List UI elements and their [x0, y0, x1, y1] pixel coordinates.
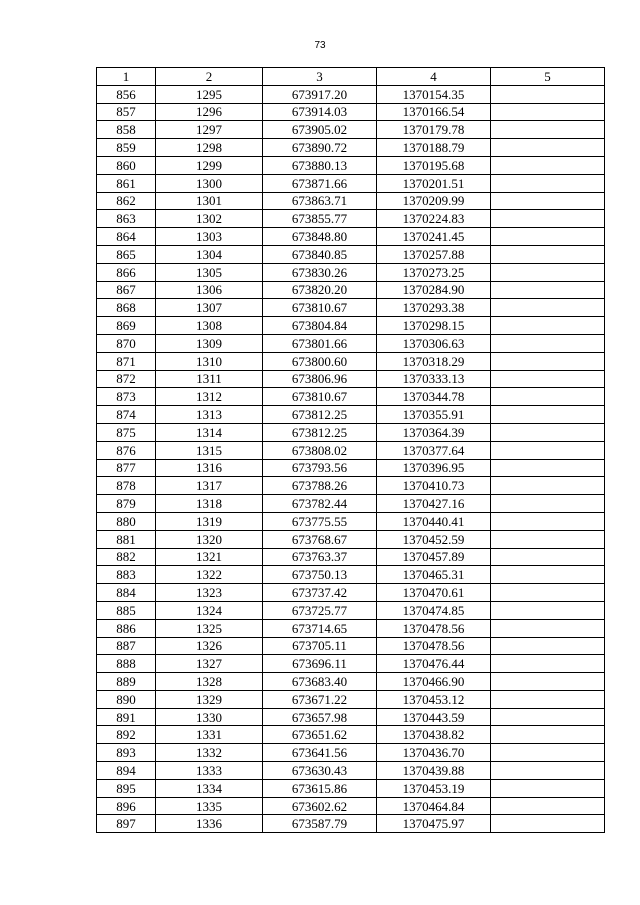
table-cell-col-1: 868 [97, 299, 156, 317]
table-row [97, 637, 605, 655]
table-cell-col-1: 880 [97, 512, 156, 530]
table-row [97, 548, 605, 566]
table-cell-col-3: 673806.96 [263, 370, 377, 388]
table-cell-col-5 [491, 423, 605, 441]
table-cell-col-4: 1370364.39 [377, 423, 491, 441]
table-cell-col-5 [491, 566, 605, 584]
table-cell-col-1: 889 [97, 673, 156, 691]
table-cell-col-1: 864 [97, 228, 156, 246]
table-cell-col-2: 1333 [156, 762, 263, 780]
table-cell-col-3: 673840.85 [263, 245, 377, 263]
table-row [97, 156, 605, 174]
table-cell-col-1: 878 [97, 477, 156, 495]
table-cell-col-5 [491, 299, 605, 317]
table-row [97, 477, 605, 495]
table-cell-col-4: 1370333.13 [377, 370, 491, 388]
table-cell-col-1: 872 [97, 370, 156, 388]
column-header-1: 1 [97, 68, 156, 86]
table-cell-col-5 [491, 210, 605, 228]
table-cell-col-3: 673641.56 [263, 744, 377, 762]
table-row [97, 601, 605, 619]
table-cell-col-2: 1321 [156, 548, 263, 566]
table-cell-col-3: 673705.11 [263, 637, 377, 655]
table-cell-col-4: 1370355.91 [377, 406, 491, 424]
table-cell-col-4: 1370466.90 [377, 673, 491, 691]
table-row [97, 299, 605, 317]
table-cell-col-4: 1370476.44 [377, 655, 491, 673]
table-row [97, 815, 605, 833]
table-cell-col-5 [491, 512, 605, 530]
table-cell-col-1: 876 [97, 441, 156, 459]
table-cell-col-2: 1310 [156, 352, 263, 370]
table-cell-col-5 [491, 317, 605, 335]
table-cell-col-2: 1316 [156, 459, 263, 477]
table-cell-col-5 [491, 406, 605, 424]
table-cell-col-5 [491, 139, 605, 157]
table-cell-col-1: 870 [97, 334, 156, 352]
table-cell-col-2: 1315 [156, 441, 263, 459]
table-cell-col-2: 1318 [156, 495, 263, 513]
table-cell-col-5 [491, 281, 605, 299]
table-row [97, 334, 605, 352]
table-cell-col-5 [491, 637, 605, 655]
table-cell-col-5 [491, 673, 605, 691]
table-cell-col-2: 1295 [156, 85, 263, 103]
table-cell-col-4: 1370306.63 [377, 334, 491, 352]
table-header [97, 68, 605, 86]
table-cell-col-5 [491, 192, 605, 210]
table-row [97, 406, 605, 424]
table-cell-col-5 [491, 690, 605, 708]
table-cell-col-4: 1370195.68 [377, 156, 491, 174]
table-cell-col-2: 1332 [156, 744, 263, 762]
table-cell-col-4: 1370475.97 [377, 815, 491, 833]
table-cell-col-4: 1370154.35 [377, 85, 491, 103]
table-cell-col-1: 859 [97, 139, 156, 157]
table-cell-col-1: 882 [97, 548, 156, 566]
table-row [97, 370, 605, 388]
table-cell-col-3: 673651.62 [263, 726, 377, 744]
table-row [97, 281, 605, 299]
table-cell-col-5 [491, 530, 605, 548]
table-cell-col-3: 673871.66 [263, 174, 377, 192]
table-cell-col-2: 1317 [156, 477, 263, 495]
table-cell-col-3: 673800.60 [263, 352, 377, 370]
table-cell-col-3: 673801.66 [263, 334, 377, 352]
table-row [97, 655, 605, 673]
table-row [97, 139, 605, 157]
table-cell-col-1: 871 [97, 352, 156, 370]
table-cell-col-1: 897 [97, 815, 156, 833]
table-cell-col-1: 860 [97, 156, 156, 174]
table-cell-col-2: 1300 [156, 174, 263, 192]
table-cell-col-3: 673812.25 [263, 423, 377, 441]
table-cell-col-3: 673725.77 [263, 601, 377, 619]
table-cell-col-5 [491, 263, 605, 281]
table-cell-col-3: 673750.13 [263, 566, 377, 584]
table-cell-col-4: 1370188.79 [377, 139, 491, 157]
table-cell-col-1: 861 [97, 174, 156, 192]
table-cell-col-2: 1306 [156, 281, 263, 299]
table-cell-col-3: 673788.26 [263, 477, 377, 495]
table-cell-col-1: 874 [97, 406, 156, 424]
table-row [97, 192, 605, 210]
table-cell-col-4: 1370241.45 [377, 228, 491, 246]
table-cell-col-2: 1304 [156, 245, 263, 263]
table-cell-col-1: 865 [97, 245, 156, 263]
table-cell-col-1: 891 [97, 708, 156, 726]
table-body [97, 85, 605, 832]
table-cell-col-5 [491, 228, 605, 246]
table-cell-col-5 [491, 619, 605, 637]
table-cell-col-4: 1370464.84 [377, 797, 491, 815]
table-cell-col-4: 1370453.12 [377, 690, 491, 708]
table-row [97, 459, 605, 477]
table-cell-col-2: 1320 [156, 530, 263, 548]
table-cell-col-1: 858 [97, 121, 156, 139]
table-cell-col-3: 673768.67 [263, 530, 377, 548]
table-cell-col-2: 1305 [156, 263, 263, 281]
table-cell-col-5 [491, 103, 605, 121]
table-cell-col-4: 1370465.31 [377, 566, 491, 584]
table-row [97, 317, 605, 335]
table-cell-col-3: 673830.26 [263, 263, 377, 281]
table-cell-col-1: 862 [97, 192, 156, 210]
table-cell-col-2: 1307 [156, 299, 263, 317]
table-cell-col-4: 1370298.15 [377, 317, 491, 335]
table-cell-col-3: 673812.25 [263, 406, 377, 424]
table-cell-col-5 [491, 815, 605, 833]
table-cell-col-3: 673587.79 [263, 815, 377, 833]
table-cell-col-3: 673917.20 [263, 85, 377, 103]
column-header-4: 4 [377, 68, 491, 86]
table-cell-col-2: 1319 [156, 512, 263, 530]
table-row [97, 566, 605, 584]
table-cell-col-2: 1308 [156, 317, 263, 335]
table-cell-col-3: 673810.67 [263, 388, 377, 406]
table-cell-col-1: 883 [97, 566, 156, 584]
table-cell-col-2: 1312 [156, 388, 263, 406]
table-cell-col-2: 1335 [156, 797, 263, 815]
table-cell-col-3: 673671.22 [263, 690, 377, 708]
table-cell-col-2: 1302 [156, 210, 263, 228]
table-cell-col-5 [491, 601, 605, 619]
table-cell-col-1: 886 [97, 619, 156, 637]
table-cell-col-4: 1370436.70 [377, 744, 491, 762]
table-cell-col-2: 1327 [156, 655, 263, 673]
table-cell-col-5 [491, 459, 605, 477]
table-cell-col-3: 673763.37 [263, 548, 377, 566]
table-cell-col-3: 673630.43 [263, 762, 377, 780]
table-cell-col-3: 673890.72 [263, 139, 377, 157]
table-cell-col-5 [491, 779, 605, 797]
table-cell-col-4: 1370478.56 [377, 619, 491, 637]
table-cell-col-1: 857 [97, 103, 156, 121]
table-cell-col-5 [491, 584, 605, 602]
table-row [97, 690, 605, 708]
table-cell-col-1: 885 [97, 601, 156, 619]
table-cell-col-1: 869 [97, 317, 156, 335]
table-cell-col-5 [491, 655, 605, 673]
table-cell-col-3: 673905.02 [263, 121, 377, 139]
table-row [97, 174, 605, 192]
table-cell-col-3: 673737.42 [263, 584, 377, 602]
table-cell-col-1: 890 [97, 690, 156, 708]
table-cell-col-3: 673848.80 [263, 228, 377, 246]
table-cell-col-1: 894 [97, 762, 156, 780]
table-cell-col-4: 1370318.29 [377, 352, 491, 370]
table-cell-col-1: 877 [97, 459, 156, 477]
table-cell-col-2: 1314 [156, 423, 263, 441]
table-cell-col-2: 1336 [156, 815, 263, 833]
table-cell-col-1: 856 [97, 85, 156, 103]
table-cell-col-4: 1370474.85 [377, 601, 491, 619]
table-cell-col-4: 1370440.41 [377, 512, 491, 530]
table-cell-col-5 [491, 370, 605, 388]
table-cell-col-3: 673782.44 [263, 495, 377, 513]
table-cell-col-1: 888 [97, 655, 156, 673]
table-cell-col-3: 673863.71 [263, 192, 377, 210]
table-row [97, 619, 605, 637]
table-cell-col-3: 673808.02 [263, 441, 377, 459]
table-cell-col-3: 673657.98 [263, 708, 377, 726]
table-cell-col-3: 673714.65 [263, 619, 377, 637]
table-cell-col-3: 673820.20 [263, 281, 377, 299]
table-cell-col-1: 887 [97, 637, 156, 655]
table-cell-col-2: 1299 [156, 156, 263, 174]
table-row [97, 744, 605, 762]
table-cell-col-1: 893 [97, 744, 156, 762]
table-row [97, 530, 605, 548]
table-cell-col-1: 896 [97, 797, 156, 815]
table-cell-col-5 [491, 245, 605, 263]
table-cell-col-4: 1370396.95 [377, 459, 491, 477]
table-row [97, 708, 605, 726]
table-row [97, 584, 605, 602]
column-header-3: 3 [263, 68, 377, 86]
table-cell-col-4: 1370470.61 [377, 584, 491, 602]
table-row [97, 121, 605, 139]
page-number: 73 [314, 40, 326, 51]
table-cell-col-2: 1334 [156, 779, 263, 797]
table-cell-col-1: 867 [97, 281, 156, 299]
table-cell-col-5 [491, 744, 605, 762]
table-row [97, 423, 605, 441]
table-cell-col-2: 1330 [156, 708, 263, 726]
table-cell-col-3: 673793.56 [263, 459, 377, 477]
table-row [97, 495, 605, 513]
table-cell-col-1: 884 [97, 584, 156, 602]
table-cell-col-4: 1370209.99 [377, 192, 491, 210]
table-cell-col-3: 673855.77 [263, 210, 377, 228]
table-cell-col-5 [491, 726, 605, 744]
table-cell-col-4: 1370410.73 [377, 477, 491, 495]
table-cell-col-4: 1370293.38 [377, 299, 491, 317]
table-row [97, 210, 605, 228]
coordinates-table [96, 67, 605, 833]
table-cell-col-5 [491, 495, 605, 513]
table-row [97, 228, 605, 246]
table-cell-col-3: 673696.11 [263, 655, 377, 673]
table-cell-col-2: 1303 [156, 228, 263, 246]
table-row [97, 245, 605, 263]
table-cell-col-3: 673914.03 [263, 103, 377, 121]
table-cell-col-5 [491, 85, 605, 103]
table-cell-col-4: 1370478.56 [377, 637, 491, 655]
header-row [97, 68, 605, 86]
table-cell-col-5 [491, 477, 605, 495]
table-cell-col-5 [491, 352, 605, 370]
table-cell-col-4: 1370201.51 [377, 174, 491, 192]
table-cell-col-2: 1329 [156, 690, 263, 708]
table-cell-col-1: 863 [97, 210, 156, 228]
table-cell-col-2: 1328 [156, 673, 263, 691]
table-row [97, 512, 605, 530]
table-cell-col-1: 895 [97, 779, 156, 797]
table-cell-col-2: 1322 [156, 566, 263, 584]
table-cell-col-5 [491, 388, 605, 406]
table-row [97, 726, 605, 744]
table-cell-col-2: 1298 [156, 139, 263, 157]
table-cell-col-4: 1370427.16 [377, 495, 491, 513]
table-cell-col-2: 1326 [156, 637, 263, 655]
table-cell-col-2: 1297 [156, 121, 263, 139]
table-cell-col-4: 1370257.88 [377, 245, 491, 263]
table-cell-col-3: 673880.13 [263, 156, 377, 174]
column-header-2: 2 [156, 68, 263, 86]
table-cell-col-4: 1370273.25 [377, 263, 491, 281]
table-row [97, 797, 605, 815]
table-cell-col-4: 1370453.19 [377, 779, 491, 797]
table-cell-col-2: 1331 [156, 726, 263, 744]
table-cell-col-5 [491, 174, 605, 192]
table-row [97, 673, 605, 691]
table-cell-col-4: 1370438.82 [377, 726, 491, 744]
table-cell-col-2: 1313 [156, 406, 263, 424]
table-cell-col-4: 1370377.64 [377, 441, 491, 459]
table-cell-col-5 [491, 548, 605, 566]
table-cell-col-4: 1370439.88 [377, 762, 491, 780]
table-row [97, 762, 605, 780]
table-cell-col-3: 673775.55 [263, 512, 377, 530]
table-cell-col-3: 673683.40 [263, 673, 377, 691]
table-cell-col-1: 875 [97, 423, 156, 441]
table-cell-col-1: 881 [97, 530, 156, 548]
table-cell-col-4: 1370179.78 [377, 121, 491, 139]
table-cell-col-2: 1301 [156, 192, 263, 210]
table-cell-col-5 [491, 121, 605, 139]
table-cell-col-1: 892 [97, 726, 156, 744]
table-cell-col-5 [491, 334, 605, 352]
table-cell-col-1: 866 [97, 263, 156, 281]
table-cell-col-4: 1370344.78 [377, 388, 491, 406]
table-cell-col-5 [491, 441, 605, 459]
table-cell-col-2: 1296 [156, 103, 263, 121]
table-cell-col-2: 1311 [156, 370, 263, 388]
table-cell-col-2: 1324 [156, 601, 263, 619]
table-row [97, 103, 605, 121]
table-row [97, 388, 605, 406]
table-cell-col-2: 1325 [156, 619, 263, 637]
table-cell-col-4: 1370452.59 [377, 530, 491, 548]
table-row [97, 441, 605, 459]
table-cell-col-3: 673804.84 [263, 317, 377, 335]
table-row [97, 263, 605, 281]
table-cell-col-4: 1370443.59 [377, 708, 491, 726]
table-cell-col-2: 1323 [156, 584, 263, 602]
table-cell-col-4: 1370166.54 [377, 103, 491, 121]
table-row [97, 779, 605, 797]
table-cell-col-3: 673602.62 [263, 797, 377, 815]
table-cell-col-5 [491, 708, 605, 726]
table-cell-col-5 [491, 156, 605, 174]
table-cell-col-5 [491, 797, 605, 815]
table-cell-col-4: 1370284.90 [377, 281, 491, 299]
table-cell-col-4: 1370457.89 [377, 548, 491, 566]
column-header-5: 5 [491, 68, 605, 86]
table-row [97, 85, 605, 103]
table-cell-col-1: 873 [97, 388, 156, 406]
table-cell-col-3: 673615.86 [263, 779, 377, 797]
table-cell-col-5 [491, 762, 605, 780]
table-cell-col-1: 879 [97, 495, 156, 513]
table-cell-col-3: 673810.67 [263, 299, 377, 317]
table-cell-col-2: 1309 [156, 334, 263, 352]
table-cell-col-4: 1370224.83 [377, 210, 491, 228]
table-row [97, 352, 605, 370]
